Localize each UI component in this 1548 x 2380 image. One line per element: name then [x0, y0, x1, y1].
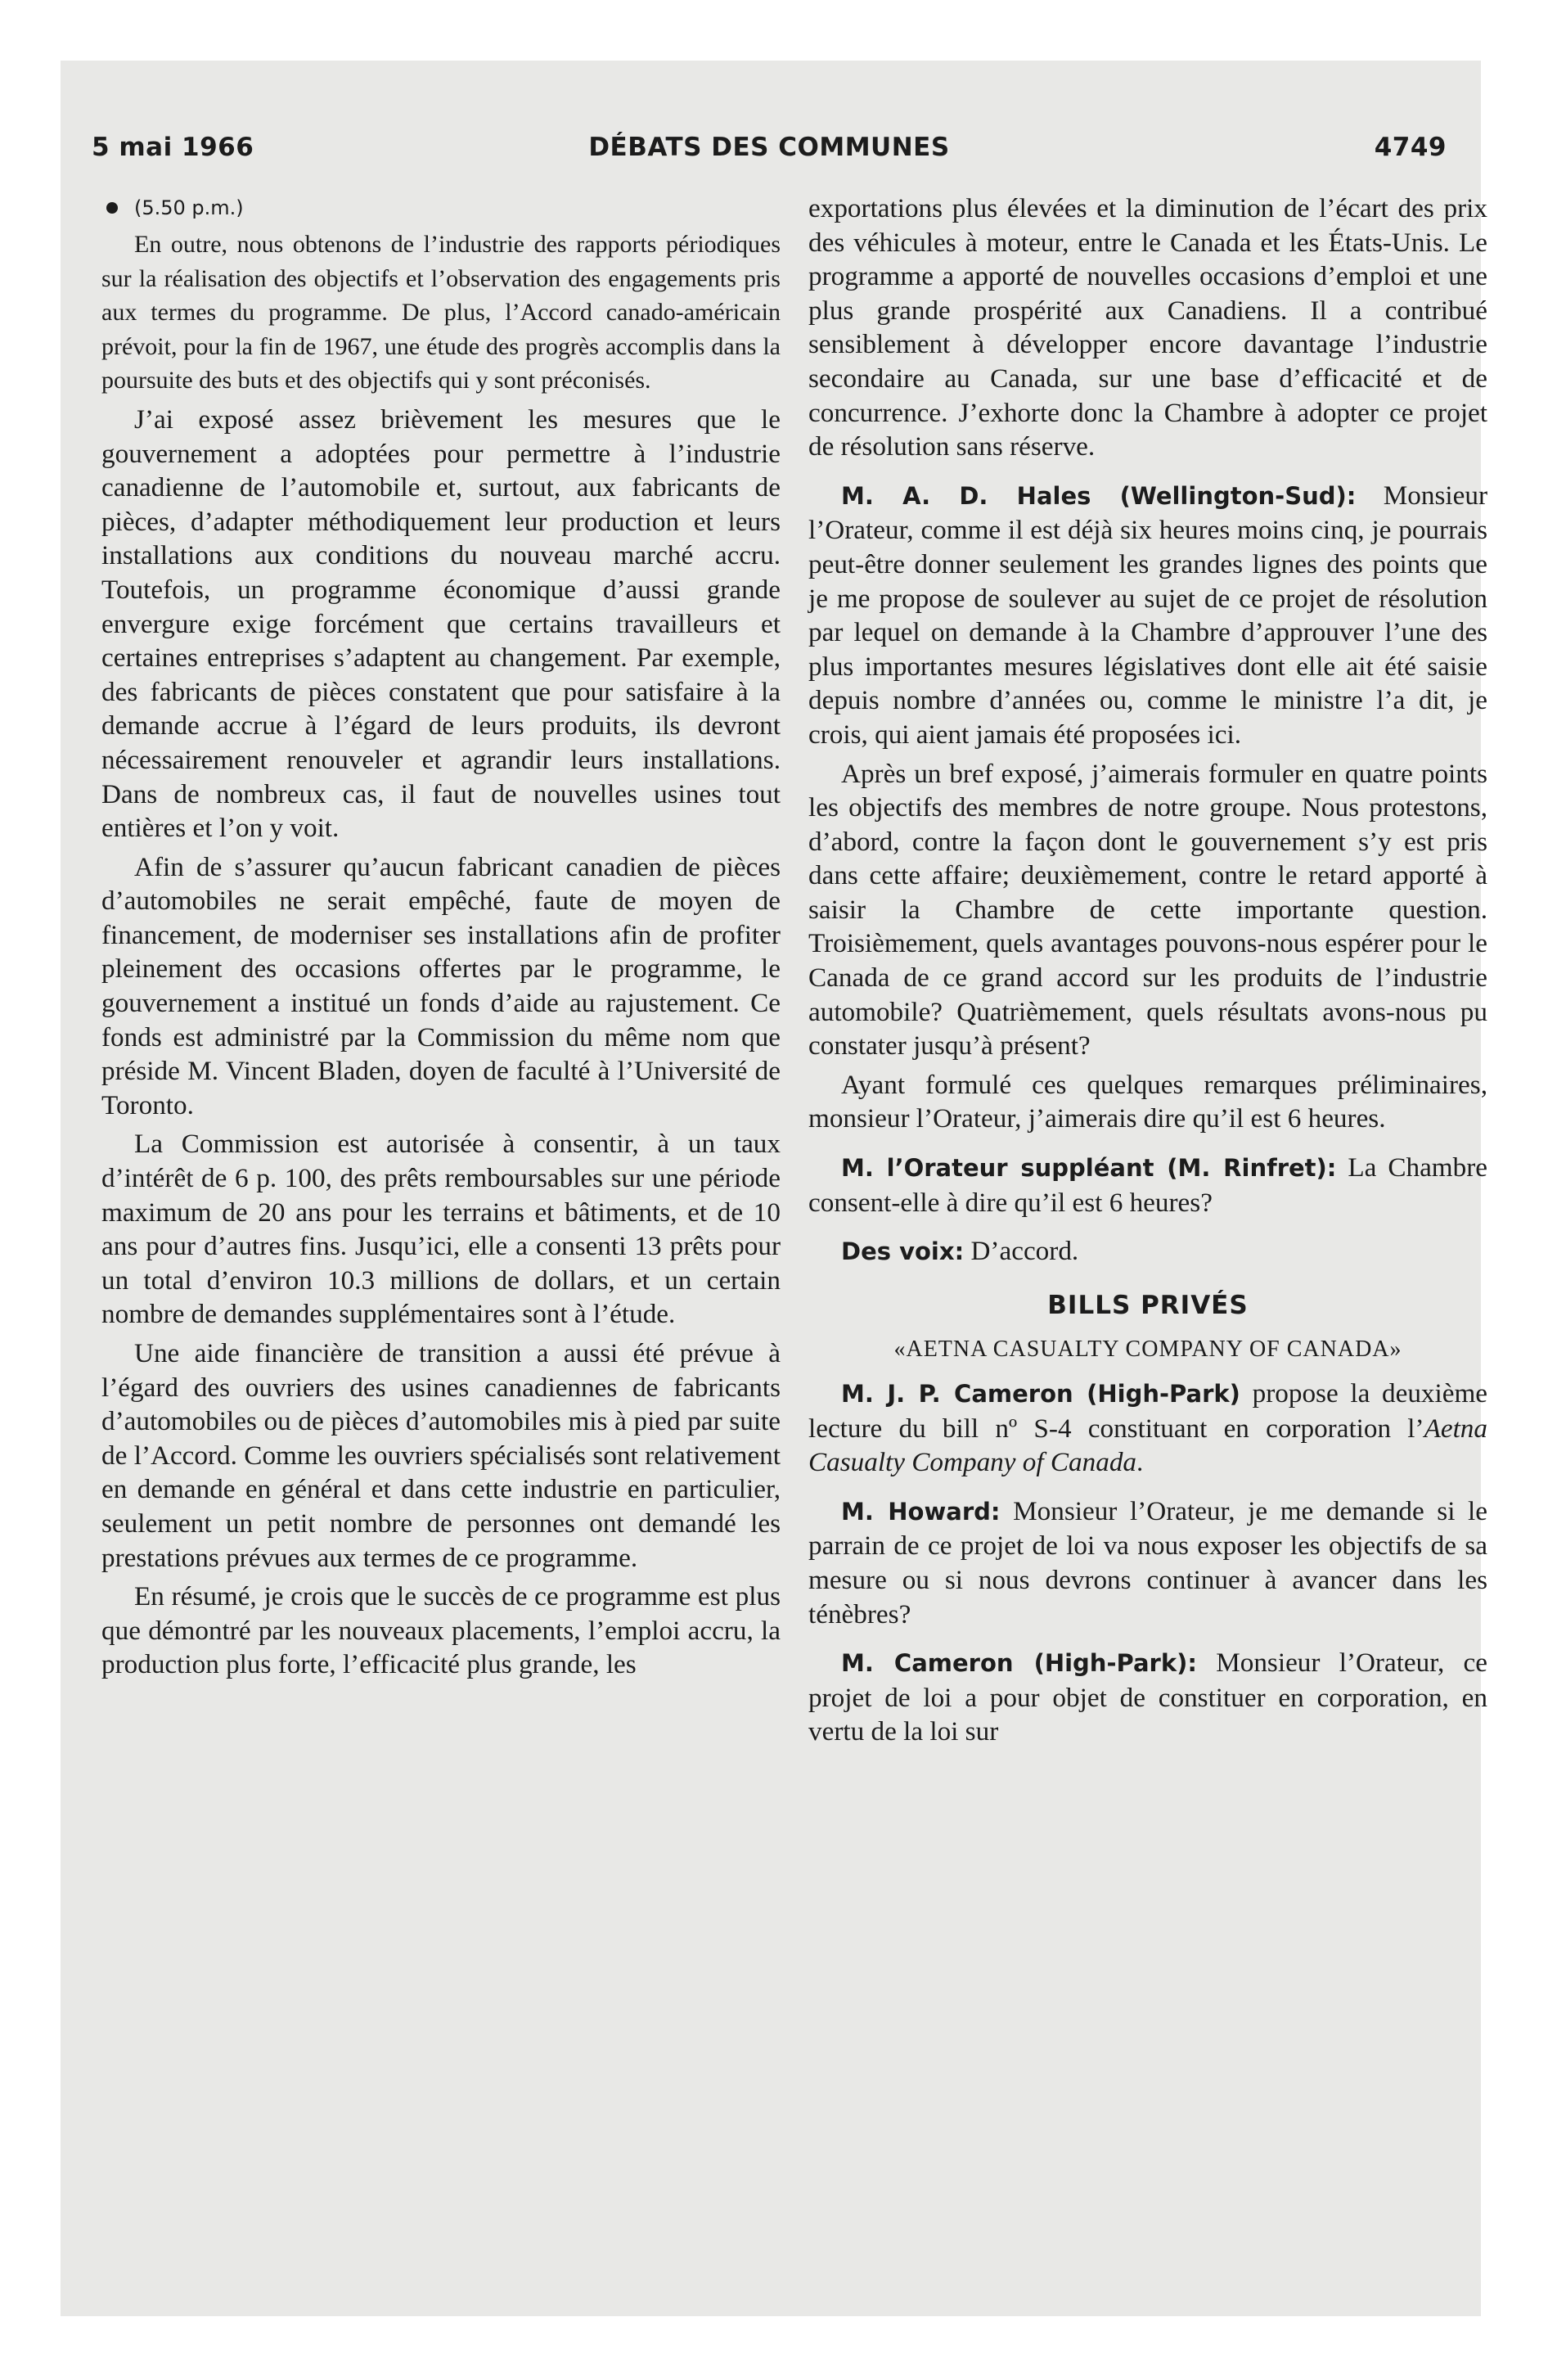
speaker-name: M. Cameron (High-Park): [841, 1649, 1197, 1678]
speaker-name: M. J. P. Cameron (High-Park) [841, 1380, 1240, 1408]
left-column [101, 192, 781, 1687]
company-name: Aetna Casualty Company of Canada [808, 1413, 1487, 1478]
speaker-name: M. A. D. Hales (Wellington-Sud): [841, 481, 1357, 510]
paragraph: J’ai exposé assez brièvement les mesures que le gouvernement a adoptées pour permettre à l’industrie canadienne de l’automobile et, surtout, aux fabricants de pièces, d’adapter méthodiquement leur production et leurs installations aux conditions du nouveau marché accru. Toutefois, un programme économique d’aussi grande envergure exige forcément que certains travailleurs et certaines entreprises s’adaptent au changement. Par exemple, des fabricants de pièces constatent que pour satisfaire à la demande accrue à l’égard de leurs produits, ils devront nécessairement renouveler et agrandir leurs installations. Dans de nombreux cas, il faut de nouvelles usines tout entières et l’on y voit. [101, 403, 781, 844]
speech-text: Monsieur l’Orateur, ce projet de loi a pour objet de constituer en corporation, en vertu de la loi sur [808, 1648, 1487, 1747]
paragraph: exportations plus élevées et la diminution de l’écart des prix des véhicules à moteur, entre le Canada et les États-Unis. Le programme a apporté de nouvelles occasions d’emploi et une plus grande prospérité aux Canadiens. Il a contribué sensiblement à développer encore davantage l’industrie secondaire au Canada, sur une base d’efficacité et de concurrence. J’exhorte donc la Chambre à adopter ce projet de résolution sans réserve. [808, 193, 1487, 462]
section-heading: BILLS PRIVÉS [1047, 1290, 1249, 1320]
speech-hales [808, 479, 1487, 752]
paragraph: Ayant formulé ces quelques remarques préliminaires, monsieur l’Orateur, j’aimerais dire qu’il est 6 heures. [808, 1069, 1487, 1134]
speech-text: D’accord. [970, 1236, 1079, 1267]
time-marker [101, 192, 781, 224]
speech-text: Monsieur l’Orateur, je me demande si le parrain de ce projet de loi va nous exposer les objectifs de sa mesure ou si nous devrons continuer à avancer dans les ténèbres? [808, 1495, 1488, 1629]
paragraph: En résumé, je crois que le succès de ce programme est plus que démontré par les nouveaux placements, l’emploi accru, la production plus forte, l’efficacité plus grande, les [101, 1581, 781, 1680]
header-title: DÉBATS DES COMMUNES [588, 133, 950, 162]
bill-title: «AETNA CASUALTY COMPANY OF CANADA» [893, 1336, 1402, 1363]
speech-text: La Chambre consent-elle à dire qu’il est 6 heures? [808, 1152, 1488, 1218]
paragraph: La Commission est autorisée à consentir, à un taux d’intérêt de 6 p. 100, des prêts remboursables sur une période maximum de 20 ans pour les terrains et bâtiments, et de 10 ans pour d’autres fins. Jusqu’ici, elle a consenti 13 prêts pour un total d’environ 10.3 millions de dollars, et un certain nombre de demandes supplémentaires sont à l’étude. [101, 1129, 781, 1330]
speaker-name: Des voix: [841, 1237, 965, 1266]
speech-text-end: . [1136, 1447, 1144, 1478]
speech-text: Monsieur l’Orateur, comme il est déjà six heures moins cinq, je pourrais peut-être donner seulement les grandes lignes des points que je me propose de soulever au sujet de ce projet de résolution par lequel on demande à la Chambre d’approuver l’une des plus importantes mesures législatives dont elle ait été saisie depuis nombre d’années ou, comme le ministre l’a dit, je crois, qui aient jamais été proposées ici. [808, 480, 1487, 750]
paragraph: Après un bref exposé, j’aimerais formuler en quatre points les objectifs des membres de notre groupe. Nous protestons, d’abord, contre la façon dont le gouvernement s’y est pris dans cette affaire; deuxièmement, contre le retard apporté à saisir la Chambre de cette importante question. Troisièmement, quels avantages pouvons-nous espérer pour le Canada de ce grand accord sur les produits de l’industrie automobile? Quatrièmement, quels résultats avons-nous pu constater jusqu’à présent? [808, 758, 1487, 1062]
speech-cameron [808, 1377, 1487, 1480]
paragraph: Une aide financière de transition a aussi été prévue à l’égard des ouvriers des usines canadiennes de fabricants d’automobiles ou de pièces d’automobiles mis à pied par suite de l’Accord. Comme les ouvriers spécialisés sont relativement en demande en général et dans cette industrie en particulier, seulement un petit nombre de personnes ont demandé les prestations prévues aux termes de ce programme. [101, 1338, 781, 1573]
bullet-icon [106, 202, 118, 214]
header-page-number: 4749 [1374, 133, 1447, 162]
speaker-name: M. Howard: [841, 1497, 1001, 1526]
header-date: 5 mai 1966 [92, 133, 254, 162]
right-column [808, 192, 1487, 1754]
speaker-name: M. l’Orateur suppléant (M. Rinfret): [841, 1154, 1337, 1183]
time-stamp: (5.50 p.m.) [134, 196, 244, 219]
paragraph: En outre, nous obtenons de l’industrie des rapports périodiques sur la réalisation des objectifs et l’observation des engagements pris aux termes du programme. De plus, l’Accord canado-américain prévoit, pour la fin de 1967, une étude des progrès accomplis dans la poursuite des buts et des objectifs qui y sont préconisés. [101, 231, 781, 394]
paragraph: Afin de s’assurer qu’aucun fabricant canadien de pièces d’automobiles ne serait empêché, faute de moyen de financement, de moderniser ses installations afin de profiter pleinement des occasions offertes par le programme, le gouvernement a institué un fonds d’aide au rajustement. Ce fonds est administré par la Commission du même nom que préside M. Vincent Bladen, doyen de faculté à l’Université de Toronto. [101, 851, 781, 1120]
speech-orateur [808, 1151, 1487, 1219]
speech-voix [808, 1234, 1487, 1269]
speech-cameron-2 [808, 1646, 1487, 1749]
speech-text: propose la deuxième lecture du bill nº S-4 constituant en corporation l’ [808, 1378, 1488, 1444]
speech-howard [808, 1494, 1487, 1631]
running-head [92, 133, 1447, 174]
